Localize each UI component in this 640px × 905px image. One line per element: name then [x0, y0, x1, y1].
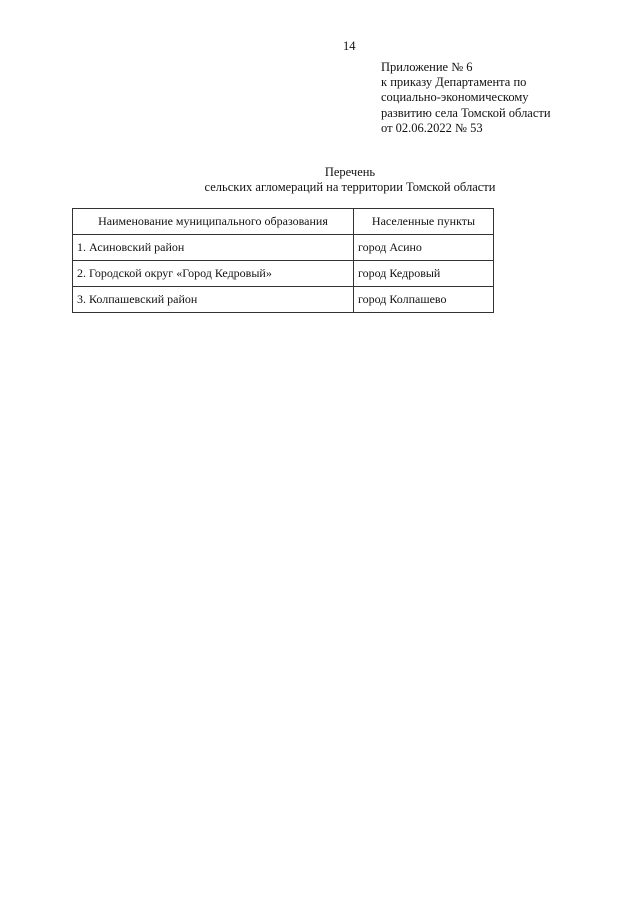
- appendix-line: социально-экономическому: [381, 90, 529, 105]
- agglomerations-table: [72, 208, 494, 313]
- cell-settlement: город Асино: [354, 235, 494, 261]
- title-line: сельских агломераций на территории Томской области: [204, 180, 496, 194]
- cell-municipality: 2. Городской округ «Город Кедровый»: [73, 261, 354, 287]
- cell-settlement: город Колпашево: [354, 287, 494, 313]
- cell-municipality: 3. Колпашевский район: [73, 287, 354, 313]
- title-line: Перечень: [324, 165, 376, 179]
- page-number: 14: [343, 39, 356, 53]
- table-row: [73, 235, 494, 261]
- table-row: [73, 287, 494, 313]
- table-row: [73, 261, 494, 287]
- cell-municipality: 1. Асиновский район: [73, 235, 354, 261]
- document-title: [150, 165, 550, 195]
- appendix-line: Приложение № 6: [381, 60, 473, 74]
- cell-settlement: город Кедровый: [354, 261, 494, 287]
- table-header-row: [73, 209, 494, 235]
- header-settlements: Населенные пункты: [354, 209, 494, 235]
- appendix-header: [381, 60, 551, 136]
- appendix-line: к приказу Департамента по: [381, 75, 527, 90]
- appendix-line: развитию села Томской области: [381, 105, 551, 120]
- appendix-line: от 02.06.2022 № 53: [381, 120, 483, 135]
- header-municipality: Наименование муниципального образования: [73, 209, 354, 235]
